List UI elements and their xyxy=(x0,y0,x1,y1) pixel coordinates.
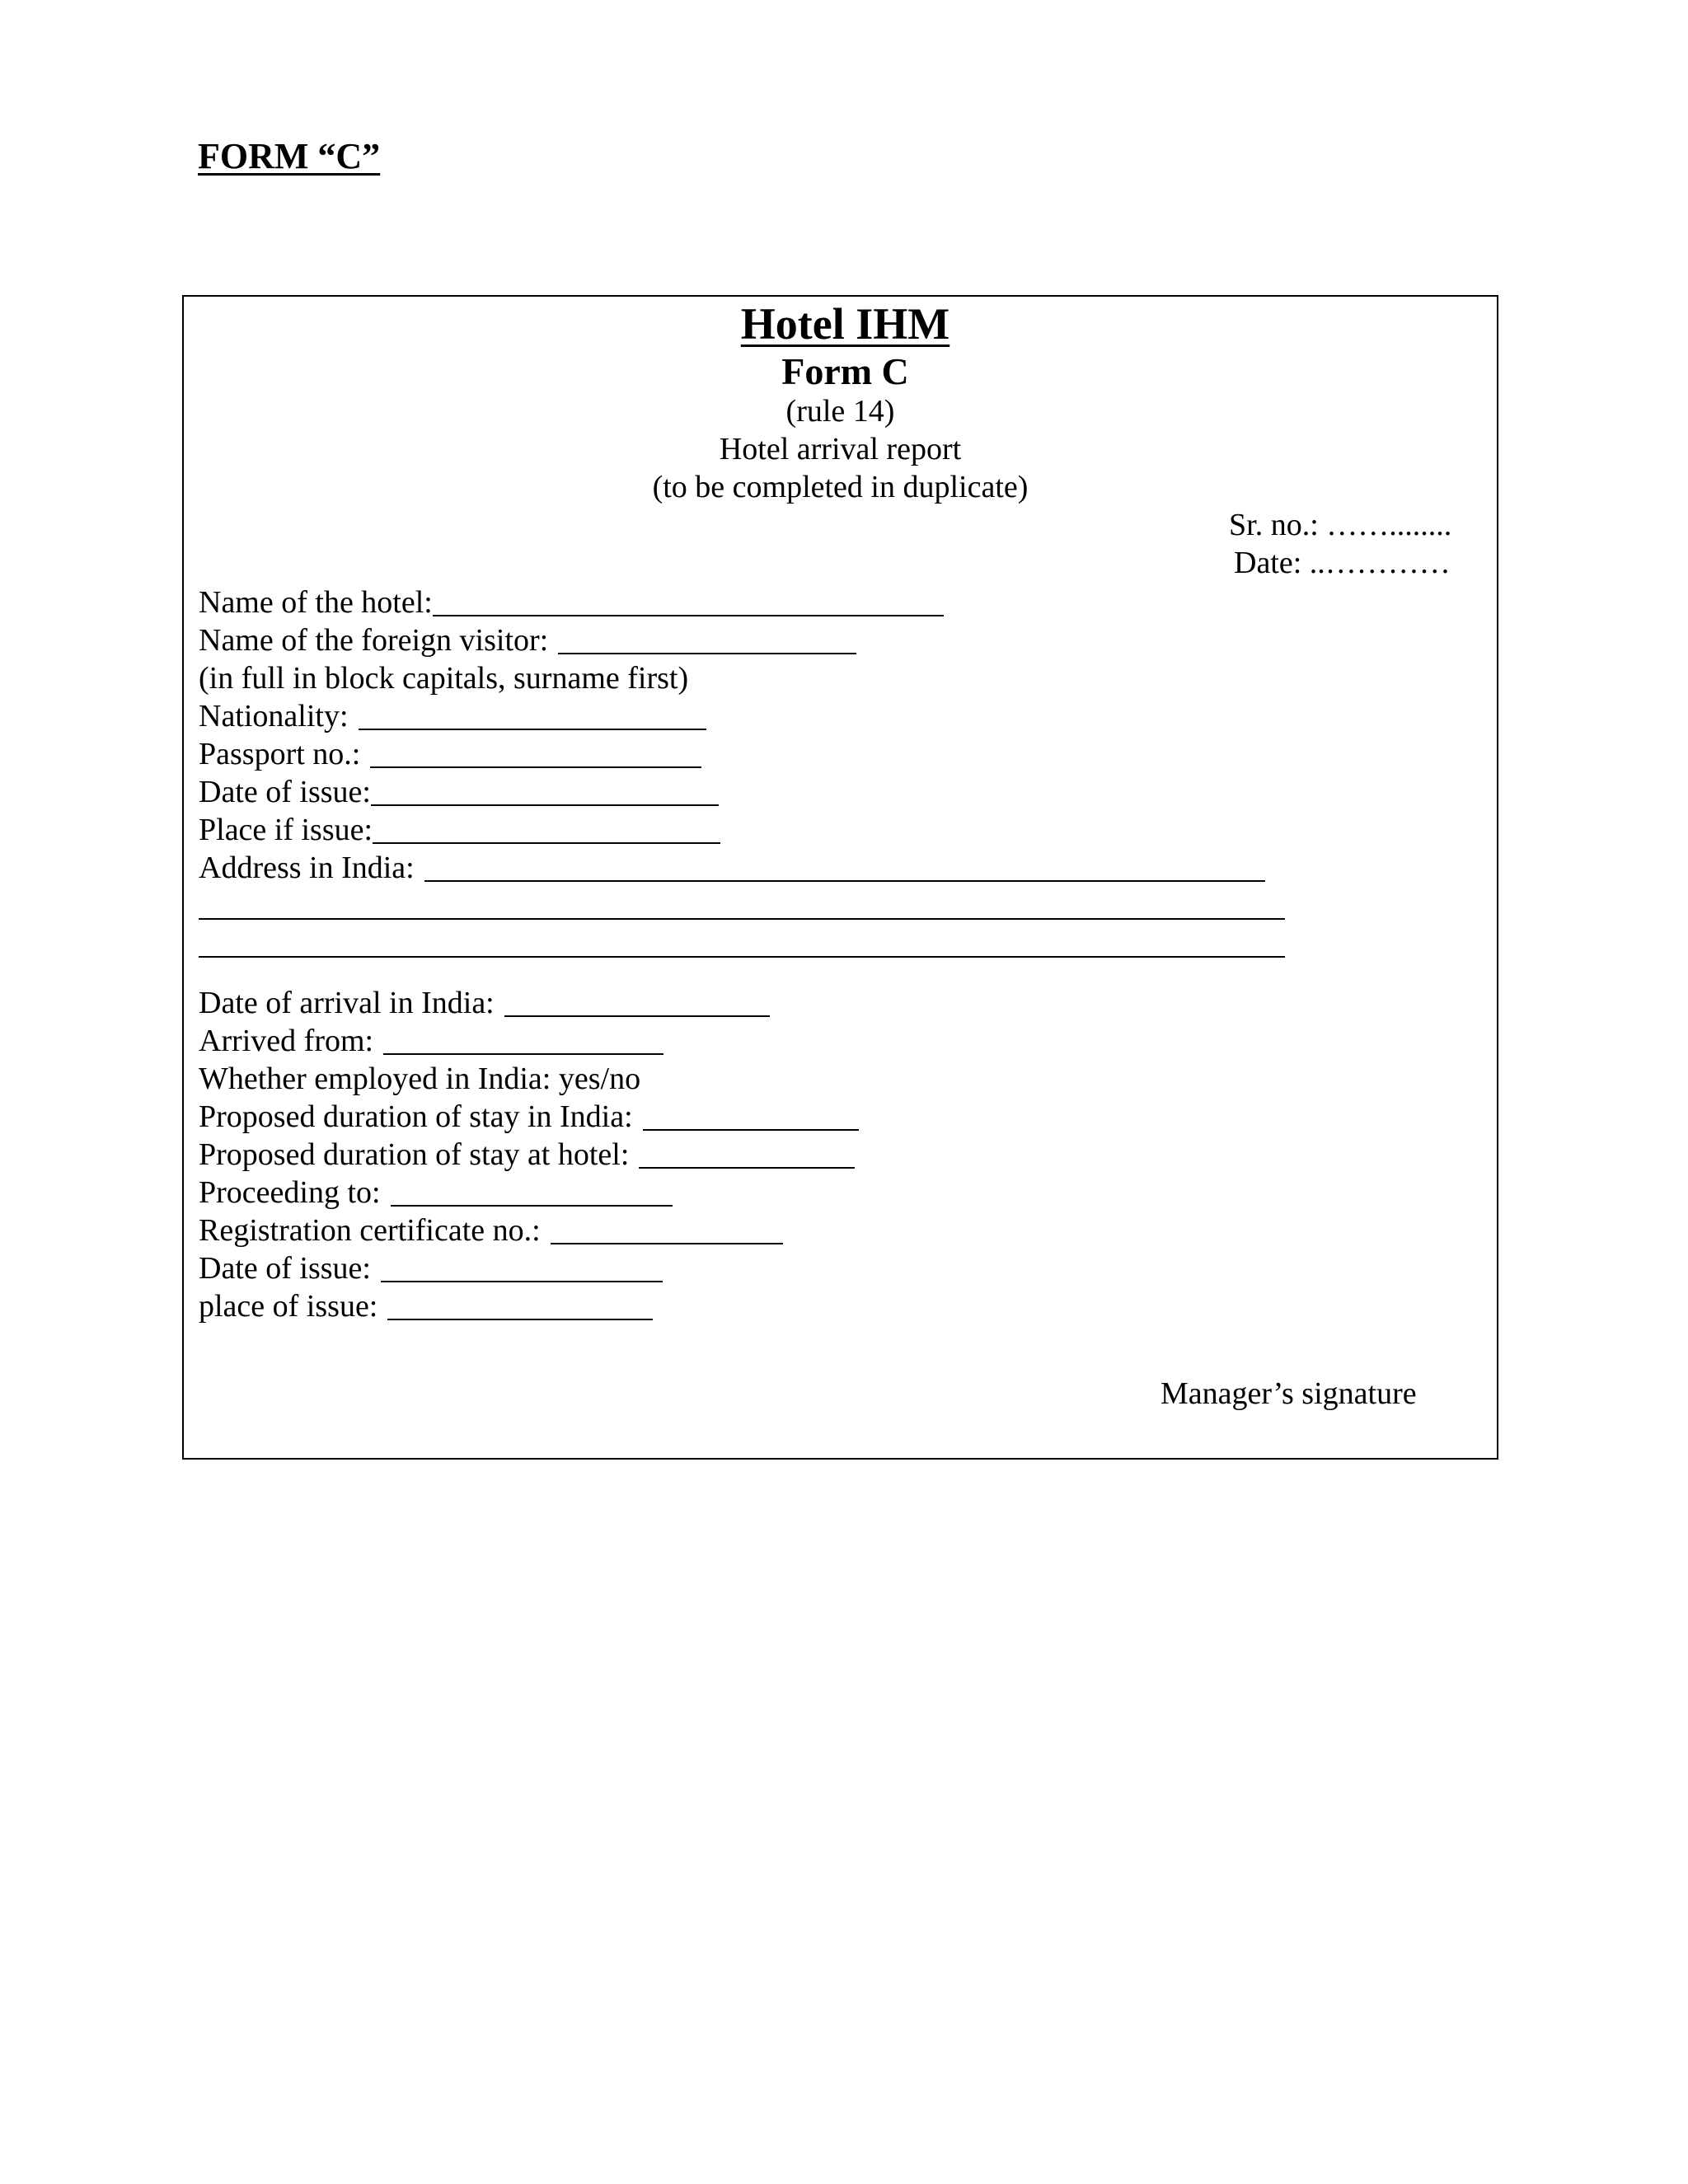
field-label: Date of issue: xyxy=(199,1251,371,1286)
address-line-2 xyxy=(199,887,1435,925)
form-title: Form C xyxy=(781,350,909,392)
page-heading: FORM “C” xyxy=(198,136,381,176)
field-label: Place if issue: xyxy=(199,813,373,847)
field-label: Proceeding to: xyxy=(199,1175,381,1210)
field-note: (in full in block capitals, surname first) xyxy=(199,661,689,696)
address-line-1-blank[interactable] xyxy=(424,851,1265,882)
field-stay-in-india xyxy=(199,1098,1435,1136)
passport-no-blank[interactable] xyxy=(370,737,701,768)
serial-number: Sr. no.: ……........ xyxy=(1229,508,1452,542)
duplicate-note: (to be completed in duplicate) xyxy=(652,470,1029,504)
field-visitor-name xyxy=(199,621,1435,659)
stay-at-hotel-blank[interactable] xyxy=(639,1137,855,1169)
field-rc-place-of-issue xyxy=(199,1287,1435,1325)
section-spacer xyxy=(199,963,1435,984)
stay-in-india-blank[interactable] xyxy=(643,1099,859,1131)
field-label: Passport no.: xyxy=(199,737,361,771)
field-label: Address in India: xyxy=(199,851,415,885)
hotel-name-blank[interactable] xyxy=(433,585,944,616)
address-line-3 xyxy=(199,925,1435,963)
field-address-in-india xyxy=(199,849,1435,887)
field-label: Registration certificate no.: xyxy=(199,1213,541,1248)
nationality-blank[interactable] xyxy=(359,699,706,730)
report-title: Hotel arrival report xyxy=(719,432,962,466)
field-place-of-issue xyxy=(199,811,1435,849)
field-label: place of issue: xyxy=(199,1289,378,1324)
visitor-name-note xyxy=(199,659,1435,697)
field-date-of-issue xyxy=(199,773,1435,811)
hotel-title: Hotel IHM xyxy=(740,299,950,349)
arrived-from-blank[interactable] xyxy=(383,1024,663,1055)
rule-reference: (rule 14) xyxy=(785,394,895,429)
place-of-issue-blank[interactable] xyxy=(373,813,720,844)
address-line-3-blank[interactable] xyxy=(199,926,1285,958)
field-nationality xyxy=(199,697,1435,735)
registration-certificate-no-blank[interactable] xyxy=(551,1213,783,1244)
field-label: Nationality: xyxy=(199,699,349,733)
form-date: Date: ..………… xyxy=(1234,546,1451,580)
field-hotel-name xyxy=(199,583,1435,621)
form-fields xyxy=(199,583,1435,1325)
field-arrived-from xyxy=(199,1022,1435,1060)
proceeding-to-blank[interactable] xyxy=(391,1175,673,1207)
field-employed-in-india xyxy=(199,1060,1435,1098)
field-rc-date-of-issue xyxy=(199,1249,1435,1287)
visitor-name-blank[interactable] xyxy=(558,623,856,654)
field-passport-no xyxy=(199,735,1435,773)
field-label: Name of the hotel: xyxy=(199,585,433,620)
field-label: Proposed duration of stay at hotel: xyxy=(199,1137,630,1172)
rc-date-of-issue-blank[interactable] xyxy=(381,1251,663,1282)
address-line-2-blank[interactable] xyxy=(199,888,1285,920)
field-label: Name of the foreign visitor: xyxy=(199,623,549,658)
field-label: Date of issue: xyxy=(199,775,371,809)
field-stay-at-hotel xyxy=(199,1136,1435,1174)
date-of-issue-blank[interactable] xyxy=(371,775,719,806)
field-label: Whether employed in India: yes/no xyxy=(199,1062,641,1096)
field-registration-certificate-no xyxy=(199,1212,1435,1249)
manager-signature-label: Manager’s signature xyxy=(1160,1376,1417,1411)
rc-place-of-issue-blank[interactable] xyxy=(387,1289,653,1320)
field-label: Date of arrival in India: xyxy=(199,986,495,1020)
field-label: Arrived from: xyxy=(199,1024,374,1058)
field-label: Proposed duration of stay in India: xyxy=(199,1099,633,1134)
date-of-arrival-blank[interactable] xyxy=(504,986,770,1017)
field-date-of-arrival xyxy=(199,984,1435,1022)
hotel-arrival-form xyxy=(182,295,1498,1460)
field-proceeding-to xyxy=(199,1174,1435,1212)
